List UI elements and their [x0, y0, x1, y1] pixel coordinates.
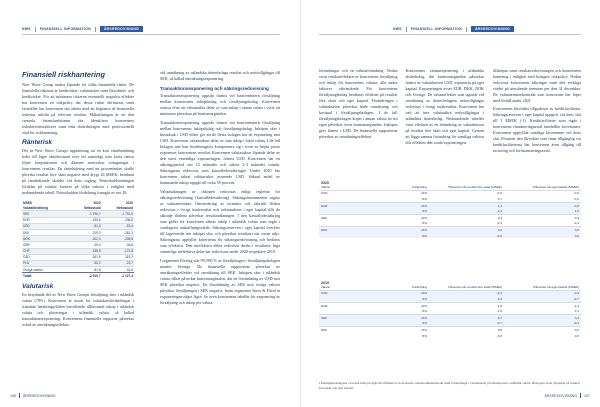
table-col-change: Förändring	[412, 284, 427, 289]
table-year-2020: 2020	[93, 200, 101, 205]
paragraph: New Wave Group utsätts löpande för olika finansiella risker. De finansiella riskerna är kreditrisker, valutarisker samt likviditets- och kreditrisker. För att minimera riskerna eventuellt negativa effekter har koncernen en riskpolicy där dessa risker definieras samt fastställer hur koncernen ska arbeta med att begränsa de finansiella riskerna utifrån på relevant resultat. Målsättningen är att den centrala finansfunktionen ska identifiera koncernens riskaktivitetsfaktorer samt leda dotterbolagen med professionellt stöd för riskhantering.	[22, 82, 134, 135]
table-row: DKK +5% 0,0 0,0	[321, 227, 579, 232]
header-section-badge: ÅRSREDOVISNING	[100, 26, 143, 32]
table-row: -5% 0,7 -0,2	[421, 196, 579, 201]
header-separator	[95, 27, 96, 32]
table-row: -5% -0,4 -0,4	[421, 221, 579, 226]
page-footer	[10, 393, 56, 398]
table-col-change: Förändring	[412, 184, 427, 189]
header-rule	[22, 34, 280, 35]
table-row: Övriga valutor -51,8 -31,8	[23, 267, 133, 272]
footer-label: ÅRSREDOVISNING	[23, 393, 56, 398]
paragraph: Det är New Wave Groups uppfattning att en kort räntebindning leder till lägre räntekostnad över tid samtidigt som korta räntor följer konjunkturen och därmed motverkar svängningar i koncernens resultat. En räntehöjning med en procentenhet skulle påverka resultat före skatt negativt med drygt 26 MSEK, beräknat på räntebärande skulder vid årets utgång. Nettoskuldsättningen fördelas på valutor, baserat på olika valutor i enlighet med nedanstående tabell. Nettoskulden fördelning framgår av not 29.	[22, 148, 134, 195]
paragraph: I segmentet Företag står 99 (99) % av försäljningen i försäljningsbolagen utanför Sverige. De finansiella rapporterna påverkas av omräkningseffekter vid omräkning till SEK. Inköpen sker i utländsk valuta vilket påverkar bruttomarginalen, där en förstärkning av USD mot SEK påverkar negativt. En förstärkning av SEK mot övriga valutor påverkar försäljningen i SEK negativt. Inom segmentet Sport & Fritid är exponeringen något lägre. Se även koncernens tabeller för exponering av försäljning och inköp per valuta.	[160, 258, 280, 305]
left-column-2	[160, 70, 280, 388]
table-row: DKK -219,3 -261,3	[23, 230, 133, 235]
paragraph: Koncernens valutaexponering i utländska dotterbolag, där bruttomarginalen påverkas främst av valutakursen USD, exponeras på eget kapital. Exponeringen avser EUR, DKK, NOK och Sverige. De valutaeffekter som uppstår vid omräkning av dotterbolagens nettotillgångar redovisas i övrigt totalresultat. Koncernen har valt att inte valutasäkra nettotillgångar i utländska dotterbolag. Nedanstående tabeller visar effekten av en förändring av valutakursen på resultat före skatt och eget kapital. Genom att lägga samma förändring för samtliga valutor blir effekten den totala exponeringen.	[405, 68, 484, 145]
heading-interest-risk: Ränterisk	[22, 139, 53, 146]
table-year: 2019 Valuta	[321, 280, 330, 289]
table-row: -5% 0,3 -0,7	[319, 296, 581, 302]
table-row: -5% -0,8 0,0	[421, 333, 579, 338]
table-col-b: Nettoskuld	[116, 205, 133, 210]
sensitivity-table-2019	[319, 280, 581, 338]
left-column-1	[22, 70, 134, 328]
header-section-badge: ÅRSREDOVISNING	[471, 26, 514, 32]
page-header	[22, 25, 143, 33]
footer-separator	[19, 393, 20, 398]
footer-separator	[580, 393, 581, 398]
table-row: CAD -161,9 -119,2	[23, 255, 133, 260]
right-column-3	[493, 68, 581, 176]
footer-label: ÅRSREDOVISNING	[544, 393, 577, 398]
table-row: CHF -155,9 -172,8	[23, 249, 133, 254]
paragraph: En betydande del av New Wave Groups försäljning sker i utländsk valuta (79%). Koncernen är utsatt för valutakursförändringar i framtida betalningsflöden beträffande tillhörande inköp i utländsk valuta och placeringar i utländsk valuta, så kallad transaktionsexponering. Koncernens finansiella rapporter påverkas också av omräkningseffekter	[22, 292, 134, 328]
table-row: USD +5% -0,6 -0,6	[321, 191, 579, 196]
header-company: NWS	[393, 27, 402, 31]
currency-net-debt-table	[22, 200, 134, 278]
right-page	[300, 0, 600, 407]
table-row: SEK +5% 0,4 0,4	[321, 215, 579, 220]
table-row: SEK +5% 0,7 0,4	[321, 315, 579, 320]
header-chapter: FINANSIELL INFORMATION	[39, 27, 91, 31]
header-company: NWS	[22, 27, 31, 31]
table-col-equity: Påverkan på eget kapital (MSEK)	[533, 284, 579, 289]
paragraph: Valutasäkringen av inköpen redovisas enligt reglerna för säkringsredovisning (kassaflödessäkring). Säkringsinstrumentet utgörs av valutaterminer. Omvärdering av terminer och säkrade flöden redovisas i övrigt totalresultat och ackumuleras i eget kapital tills de säkrade flödena påverkar resultaträkningen. I den kassaflödessäkring som gäller för koncernen säkras inköp i utländsk valuta som ingår i varulagrets anskaffningsvärde. Säkringsreserven i eget kapital överförs till lagervärdet när inköpet sker och påverkar resultatet när varan säljs. Säkringarna uppfyller kriterierna för säkringsredovisning och bedöms som effektiva. Den ineffektiva delen redovisas direkt i resultatet. Inga väsentliga ineffektiva delar har redovisats under 2020 respektive 2019.	[160, 189, 280, 254]
page-number: 106	[10, 393, 16, 398]
sensitivity-table-2020	[319, 180, 581, 238]
header-separator	[466, 27, 467, 32]
header-separator	[406, 27, 407, 32]
table-footnote: I känslighetsanalysen ovan har hänsyn tagits till effekten av koncernens valutaterminskontrakt samt förändringar i valutakurser på balansposter i utländsk valuta. Beloppen avser påverkan på resultat före skatt och eget kapital.	[319, 381, 580, 390]
table-col-a: Nettoskuld	[84, 205, 101, 210]
table-row: EUR -235,5 -236,8	[23, 218, 133, 223]
paragraph: vid omräkning av utländska dotterbolags resultat och nettotillgångar till SEK, så kallad omräkningsexponering.	[160, 70, 280, 81]
page-footer	[544, 393, 590, 398]
table-row: -5% -0,7 -0,4	[319, 321, 581, 327]
table-col-label: Valutafördelning	[23, 205, 48, 210]
table-row: EUR +5% 1,3 -0,8	[321, 203, 579, 208]
table-total-row: Totalt -2 919,7 -2 127,4	[23, 273, 133, 278]
header-chapter: FINANSIELL INFORMATION	[410, 27, 462, 31]
paragraph: Koncernens likviditet tillgodoses av kreditfaciliteter. Säkringsreserven i eget kapital uppgick vid årets slut till 1 MSEK (-1). Kreditfaciliteter som ingår i koncernens finansieringsavtal innehåller kovenanter. Koncernen uppfyllde samtliga kovenanter vid årets slut. Förutom den likviditet som finns tillgänglig via kreditfaciliteterna har koncernen även tillgång till factoring och förfinansieringsavtal.	[493, 106, 581, 153]
right-text-columns	[319, 68, 484, 176]
table-year: 2020 Valuta	[321, 180, 330, 189]
paragraph: tillämpas samt resultatredovisningen och koncernens hantering i enlighet med bolagets riskpolicy. Nedan redovisas koncernens säkringar samt den verkliga värdet på utestående terminer per den 31 december. De valutaterminskontrakt som koncernen har löper med förfall under 2021.	[493, 68, 581, 103]
heading-transaction-exposure: Transaktionsexponering och säkringsredovisning	[160, 86, 269, 91]
table-unit: MSEK	[23, 200, 33, 205]
table-row: NOK -202,0 -228,8	[23, 236, 133, 241]
paragraph: Transaktionsexponering uppstår främst vid koncernintern försäljning mellan koncernens inköpsbolag och försäljningsbolag. Koncernen strävar efter att valutasäkra delar av sina inköp i annan valuta i syfte att minimera påverkan på bruttomarginalen.	[160, 93, 280, 116]
table-row: PLN -30,2 -23,7	[23, 261, 133, 266]
header-rule	[319, 34, 581, 35]
table-row: DKK +5% 0,8 0,0	[321, 327, 579, 332]
table-col-result: Påverkan på resultat före skatt (MSEK)	[448, 284, 502, 289]
table-row: USD +5% -0,3 -0,9	[321, 291, 579, 296]
table-row: -5% -0,0 0,0	[319, 233, 581, 239]
table-row: USD -61,0 -53,4	[23, 224, 133, 229]
table-row: GBP -35,4 -36,8	[23, 242, 133, 247]
heading-currency-risk: Valutarisk	[22, 283, 54, 291]
page-number: 107	[584, 393, 590, 398]
header-separator	[35, 27, 36, 32]
heading-financial-risk: Finansiell riskhantering	[22, 70, 105, 79]
table-col-equity: Påverkan på eget kapital (MSEK)	[533, 184, 579, 189]
table-row: SEK -1 796,7 -1 791,9	[23, 211, 133, 216]
table-col-result: Påverkan på resultat före skatt (MSEK)	[448, 184, 502, 189]
table-row: -5% -1,3 1,5	[319, 208, 581, 214]
table-row: EUR +5% 1,8 -1,3	[321, 303, 579, 308]
paragraph: Transaktionsexponering uppstår främst vid koncernintern försäljning mellan koncernens inköpsbolag och försäljningsbolag. Inköpen sker i huvudsak i USD vilket gör att de flesta bolagen har en exponering mot USD. Koncernen valutasäkrar delar av sina inköp i lokal valuta. I de fall bolagen inte kan fördelningsvis kompensera sig i form av höjda priser exponeras koncernens resultat. Koncernen valutasäkrar löpande delar av den mest väsentliga exponeringen, främst USD. Koncernen har en säkringsperiod om 12 månader och säkrar 2-3 månader framåt. Säkringarna redovisas som kassaflödessäkringar. Under 2020 har koncernen säkrat valutarisker avseende USD. Säkrad andel av kommande inköp uppgår till cirka 50 procent.	[160, 120, 280, 185]
paragraph: förändringar och en valutaförändring. Nedan visas resultateffekten av koncernens försäljning och inköp för koncernens valutor, alla andra faktorer oförändrade. För koncernens försäljningsbolag beräknas effekten på resultat före skatt och eget kapital. Förändringen i valutakursen påverkar både omsättning och kostnad i försäljningsbolagen. I de fall försäljningsbolagen köper i annan valuta än sin egen påverkas även bruttomarginalen. Inköpen görs främst i USD. De finansiella rapporterna påverkas av omräkningseffekter.	[319, 68, 398, 139]
page-header	[393, 25, 514, 33]
table-row: -5% -1,8 1,3	[421, 309, 579, 314]
table-year-2019: 2019	[125, 200, 133, 205]
